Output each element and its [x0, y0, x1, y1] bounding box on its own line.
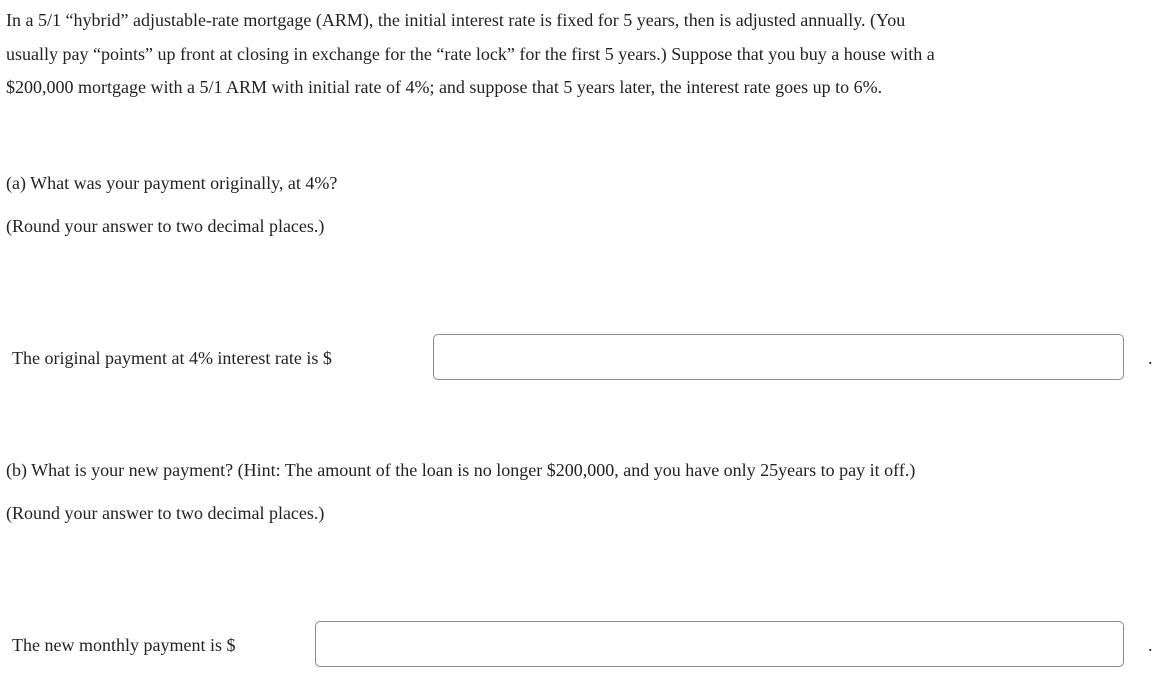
part-a-answer-row [0, 331, 1167, 387]
part-a-question: (a) What was your payment originally, at 4%? [6, 173, 338, 193]
problem-intro-line-2: usually pay “points” up front at closing in exchange for the “rate lock” for the first 5 years.) Suppose that you buy a house with a [6, 44, 935, 64]
part-b-answer-row [0, 618, 1167, 674]
problem-intro-line-1: In a 5/1 “hybrid” adjustable-rate mortgage (ARM), the initial interest rate is fixed for 5 years, then is adjusted annually. (You [6, 10, 906, 30]
part-b-answer-period: . [1148, 635, 1153, 655]
part-a-answer-label: The original payment at 4% interest rate is $ [12, 348, 332, 368]
original-payment-input[interactable] [433, 334, 1124, 380]
part-a-answer-period: . [1148, 348, 1153, 368]
part-b-answer-label: The new monthly payment is $ [12, 635, 236, 655]
new-monthly-payment-input[interactable] [315, 621, 1124, 667]
part-b-question: (b) What is your new payment? (Hint: The amount of the loan is no longer $200,000, and you have only 25years to pay it off.) [6, 460, 916, 480]
part-b-instruction: (Round your answer to two decimal places.) [6, 503, 325, 523]
problem-intro-line-3: $200,000 mortgage with a 5/1 ARM with initial rate of 4%; and suppose that 5 years later, the interest rate goes up to 6%. [6, 77, 883, 97]
part-a-instruction: (Round your answer to two decimal places.) [6, 216, 325, 236]
